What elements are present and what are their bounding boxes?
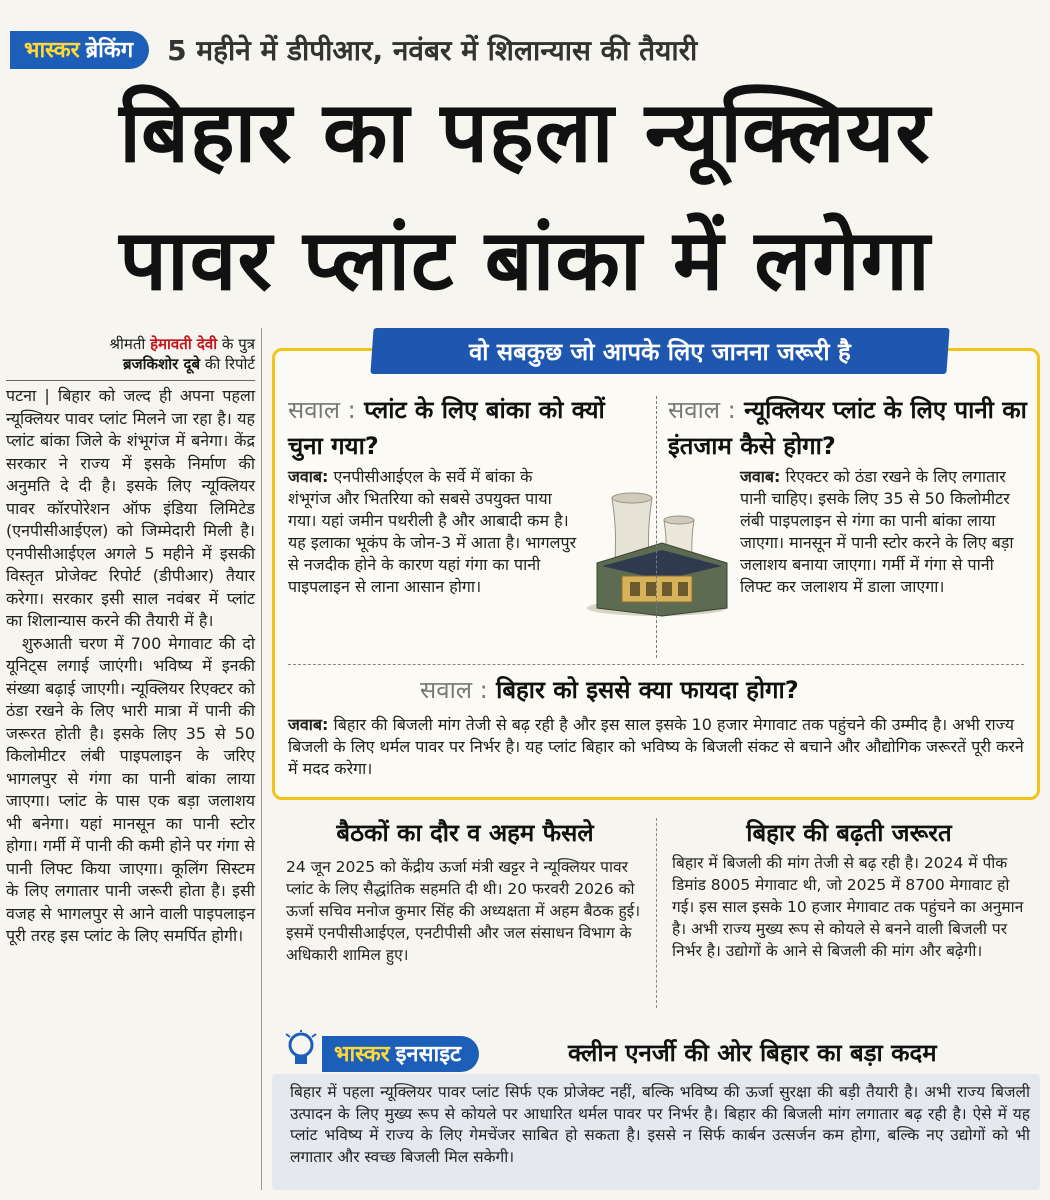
- badge-prefix: भास्कर: [24, 38, 80, 63]
- lightbulb-icon: [284, 1030, 318, 1070]
- breaking-badge: [10, 31, 149, 69]
- insight-badge: [322, 1036, 479, 1072]
- panel-divider-horizontal: [288, 664, 1024, 665]
- insight-title: क्लीन एनर्जी की ओर बिहार का बड़ा कदम: [568, 1039, 937, 1067]
- story-paragraph-1: पटना | बिहार को जल्द ही अपना पहला न्यूक्लियर पावर प्लांट मिलने जा रहा है। यह प्लांट बांका जिले के शंभूगंज में बनेगा। केंद्र सरकार ने राज्य में इसके निर्माण की अनुमति दे दी है। इसके लिए न्यूक्लियर पावर कॉरपोरेशन ऑफ इंडिया लिमिटेड (एनपीसीआईएल) को जिम्मेदारी मिली है। एनपीसीआईएल अगले 5 महीने में इसकी विस्तृत प्रोजेक्ट रिपोर्ट (डीपीआर) तैयार करेगा। सरकार इसी साल नवंबर में प्लांट का शिलान्यास करने की तैयारी में है।: [6, 386, 255, 630]
- byline-mid: के पुत्र: [221, 335, 255, 353]
- nuclear-plant-icon: [582, 458, 732, 618]
- question-3-label: सवाल :: [420, 676, 488, 704]
- meetings-text: 24 जून 2025 को केंद्रीय ऊर्जा मंत्री खट्टर ने न्यूक्लियर पावर प्लांट के लिए सैद्धांतिक सहमति दी थी। 20 फरवरी 2026 को ऊर्जा सचिव मनोज कुमार सिंह की अध्यक्षता में अहम बैठक हुई। इसमें एनपीसीआईएल, एनटीपीसी और जल संसाधन विभाग के अधिकारी शामिल हुए।: [286, 858, 641, 964]
- insight-badge-suffix: इनसाइट: [395, 1042, 462, 1067]
- insight-text: बिहार में पहला न्यूक्लियर पावर प्लांट सिर्फ एक प्रोजेक्ट नहीं, बल्कि भविष्य की ऊर्जा सुरक्षा की बड़ी तैयारी है। अभी राज्य बिजली उत्पादन के लिए मुख्य रूप से कोयले पर आधारित थर्मल पावर पर निर्भर है। बिहार की बिजली मांग लगातार बढ़ रही है। ऐसे में यह प्लांट भविष्य में राज्य के लिए गेमचेंजर साबित हो सकता है। इससे न सिर्फ कार्बन उत्सर्जन कम होगा, बल्कि नए उद्योगों को भी लगातार और स्वच्छ बिजली मिल सकेगी।: [290, 1083, 1030, 1166]
- headline-line-2: पावर प्लांट बांका में लगेगा: [119, 211, 931, 309]
- story-paragraph-2: शुरुआती चरण में 700 मेगावाट की दो यूनिट्स लगाई जाएंगी। भविष्य में इनकी संख्या बढ़ाई जाएगी। न्यूक्लियर रिएक्टर को ठंडा रखने के लिए भारी मात्रा में पानी की जरूरत होती है। इसके लिए 35 से 50 किलोमीटर लंबी पाइपलाइन के जरिए भागलपुर से गंगा का पानी बांका लाया जाएगा। प्लांट के पास एक बड़ा जलाशय भी बनेगा। यहां मानसून का पानी स्टोर होगा। गर्मी में पानी की कमी होने पर गंगा से पानी लिफ्ट किया जाएगा। कूलिंग सिस्टम के लिए लगातार पानी जरूरी होता है। इसी वजह से भागलपुर से आने वाली पाइपलाइन पूरी तरह इस प्लांट के लिए समर्पित होगी।: [6, 633, 255, 945]
- boxes-divider: [656, 818, 657, 1008]
- byline-rule: [6, 380, 255, 381]
- question-2-label: सवाल :: [668, 396, 736, 424]
- answer-1: [288, 466, 578, 598]
- answer-2-label: जवाब:: [740, 467, 781, 486]
- answer-2: [740, 466, 1028, 598]
- answer-3: [288, 714, 1028, 780]
- byline: [6, 328, 255, 374]
- badge-suffix: ब्रेकिंग: [85, 38, 134, 63]
- byline-mother: हेमावती देवी: [150, 335, 218, 353]
- question-2: [668, 392, 1028, 464]
- question-3-text: बिहार को इससे क्या फायदा होगा?: [496, 676, 799, 704]
- meetings-title: बैठकों का दौर व अहम फैसले: [336, 819, 594, 847]
- headline-line-1: बिहार का पहला न्यूक्लियर: [119, 83, 931, 181]
- needs-text: बिहार में बिजली की मांग तेजी से बढ़ रही है। 2024 में पीक डिमांड 8005 मेगावाट थी, जो 2025 में 8700 मेगावाट हो गई। इस साल इसके 10 हजार मेगावाट तक पहुंचने का अनुमान है। अभी राज्य मुख्य रूप से कोयले से बनने वाली बिजली पर निर्भर है। उद्योगों के आने से बिजली की मांग और बढ़ेगी।: [672, 854, 1024, 960]
- panel-divider-vertical: [656, 396, 657, 658]
- faq-banner: [370, 328, 949, 374]
- answer-2-text: रिएक्टर को ठंडा रखने के लिए लगातार पानी चाहिए। इसके लिए 35 से 50 किलोमीटर लंबी पाइपलाइन से गंगा का पानी बांका लाया जाएगा। मानसून में पानी स्टोर करने के लिए बड़ा जलाशय बनाया जाएगा। गर्मी में गंगा से पानी लिफ्ट कर जलाशय में डाला जाएगा।: [740, 467, 1014, 596]
- question-1-label: सवाल :: [288, 396, 356, 424]
- byline-prefix: श्रीमती: [109, 335, 146, 353]
- byline-suffix: की रिपोर्ट: [204, 355, 255, 373]
- question-1: [288, 392, 644, 464]
- answer-1-label: जवाब:: [288, 467, 329, 486]
- question-1-text: प्लांट के लिए बांका को क्यों चुना गया?: [288, 396, 605, 460]
- needs-title: बिहार की बढ़ती जरूरत: [746, 819, 952, 847]
- strap-text: 5 महीने में डीपीआर, नवंबर में शिलान्यास की तैयारी: [167, 34, 698, 67]
- answer-1-text: एनपीसीआईएल के सर्वे में बांका के शंभूगंज और भितरिया को सबसे उपयुक्त पाया गया। यहां जमीन पथरीली है और आबादी कम है। यह इलाका भूकंप के जोन-3 में आता है। भागलपुर से नजदीक होने के कारण यहां गंगा का पानी पाइपलाइन से लाना आसान होगा।: [288, 467, 577, 596]
- byline-reporter: ब्रजकिशोर दूबे: [122, 355, 201, 373]
- insight-badge-prefix: भास्कर: [334, 1042, 390, 1067]
- question-2-text: न्यूक्लियर प्लांट के लिए पानी का इंतजाम कैसे होगा?: [668, 396, 1027, 460]
- answer-3-label: जवाब:: [288, 715, 329, 734]
- breaking-strap: [10, 30, 697, 70]
- left-story-column: [6, 328, 262, 1190]
- question-3: [420, 672, 1020, 708]
- answer-3-text: बिहार की बिजली मांग तेजी से बढ़ रही है और इस साल इसके 10 हजार मेगावाट तक पहुंचने की उम्मीद है। अभी राज्य बिजली के लिए थर्मल पावर पर निर्भर है। यह प्लांट बिहार को भविष्य के बिजली संकट से बचाने और औद्योगिक जरूरतें पूरी करने में मदद करेगा।: [288, 715, 1024, 778]
- faq-banner-text: वो सबकुछ जो आपके लिए जानना जरूरी है: [469, 337, 851, 366]
